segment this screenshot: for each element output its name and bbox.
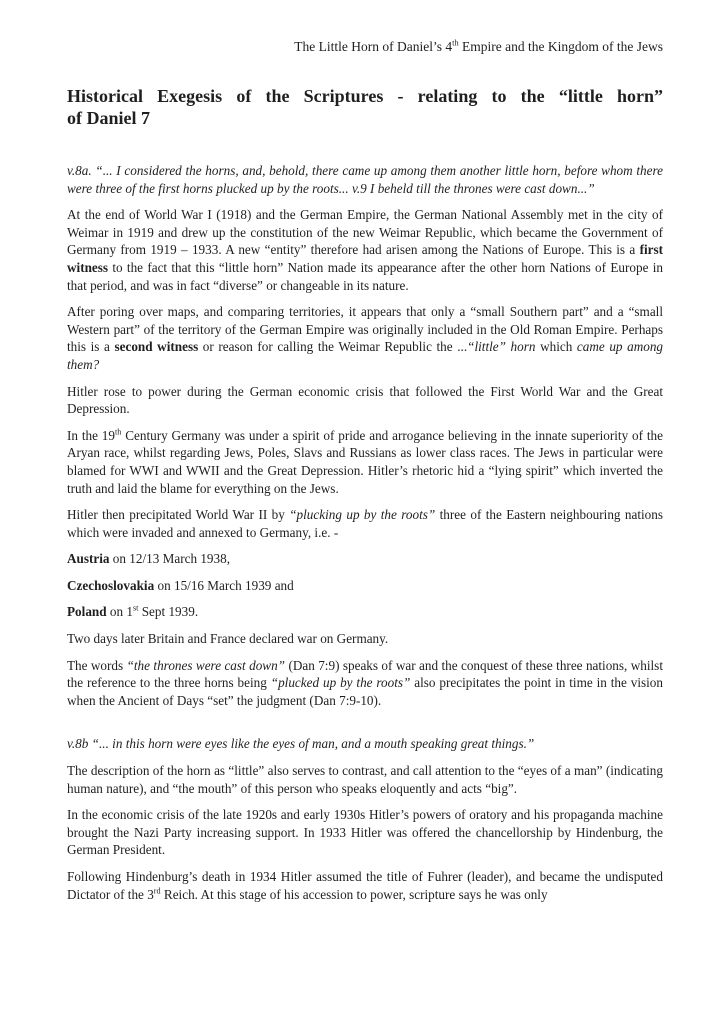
- page-title: [67, 85, 663, 129]
- list-item-czechoslovakia: Czechoslovakia on 15/16 March 1939 and: [67, 577, 294, 593]
- para-fuhrer: Following Hindenburg’s death in 1934 Hitler assumed the title of Fuhrer (leader), and became the undisputed Dictator of the 3rd Reich. At this stage of his accession to power, scripture says he was only: [67, 869, 663, 902]
- para-ww2-precipitated: Hitler then precipitated World War II by “plucking up by the roots” three of the Eastern neighbouring nations which were invaded and annexed to Germany, i.e. -: [67, 507, 663, 540]
- scripture-quote-v8b: v.8b “... in this horn were eyes like the eyes of man, and a mouth speaking great things.”: [67, 736, 535, 752]
- list-item-austria: Austria on 12/13 March 1938,: [67, 551, 231, 567]
- page-title-line-1: Historical Exegesis of the Scriptures - relating to the “little horn”: [67, 86, 663, 106]
- para-economic-crisis: In the economic crisis of the late 1920s and early 1930s Hitler’s powers of oratory and his propaganda machine brought the Nazi Party increasing support. In 1933 Hitler was offered the chancellorship by Hindenburg, the German President.: [67, 807, 663, 858]
- para-territories: After poring over maps, and comparing territories, it appears that only a “small Southern part” and a “small Western part” of the territory of the German Empire was originally included in the Old Roman Empire. Perhaps this is a second witness or reason for calling the Weimar Republic the ...“little” horn which came up among them?: [67, 304, 664, 372]
- page-title-line-2: of Daniel 7: [67, 108, 150, 128]
- para-hitler-rise: Hitler rose to power during the German economic crisis that followed the First World War and the Great Depression.: [67, 383, 663, 417]
- page-header: The Little Horn of Daniel’s 4th Empire and the Kingdom of the Jews: [294, 38, 663, 54]
- para-horn-description: The description of the horn as “little” also serves to contrast, and call attention to the “eyes of a man” (indicating human nature), and “the mouth” of this person who speaks eloquently and acts “big”.: [67, 763, 663, 796]
- para-thrones-cast-down: The words “the thrones were cast down” (Dan 7:9) speaks of war and the conquest of these three nations, whilst the reference to the three horns being “plucked up by the roots” also precipitates the point in time in the vision when the Ancient of Days “set” the judgment (Dan 7:9-10).: [67, 657, 663, 708]
- list-item-poland: Poland on 1st Sept 1939.: [67, 604, 199, 620]
- para-weimar-republic: At the end of World War I (1918) and the German Empire, the German National Assembly met in the city of Weimar in 1919 and drew up the constitution of the new Weimar Republic, which became the Government of Germany from 1919 – 1933. A new “entity” therefore had arisen among the Nations of Europe. This is a first witness to the fact that this “little horn” Nation made its appearance after the other horn Nations of Europe in that period, and was in fact “diverse” or changeable in its nature.: [67, 207, 663, 293]
- para-declared-war: Two days later Britain and France declared war on Germany.: [67, 631, 389, 647]
- document-body: [67, 162, 663, 903]
- para-19th-century: In the 19th Century Germany was under a spirit of pride and arrogance believing in the innate superiority of the Aryan race, whilst regarding Jews, Poles, Slavs and Russians as lower class races. The Jews in particular were blamed for WWI and WWII and the Great Depression. Hitler’s rhetoric hid a “lying spirit” which inverted the truth and laid the blame for everything on the Jews.: [67, 427, 663, 496]
- scripture-quote-v8a: v.8a. “... I considered the horns, and, behold, there came up among them another little horn, before whom there were three of the first horns plucked up by the roots... v.9 I beheld till the thrones were cast down...”: [67, 163, 663, 196]
